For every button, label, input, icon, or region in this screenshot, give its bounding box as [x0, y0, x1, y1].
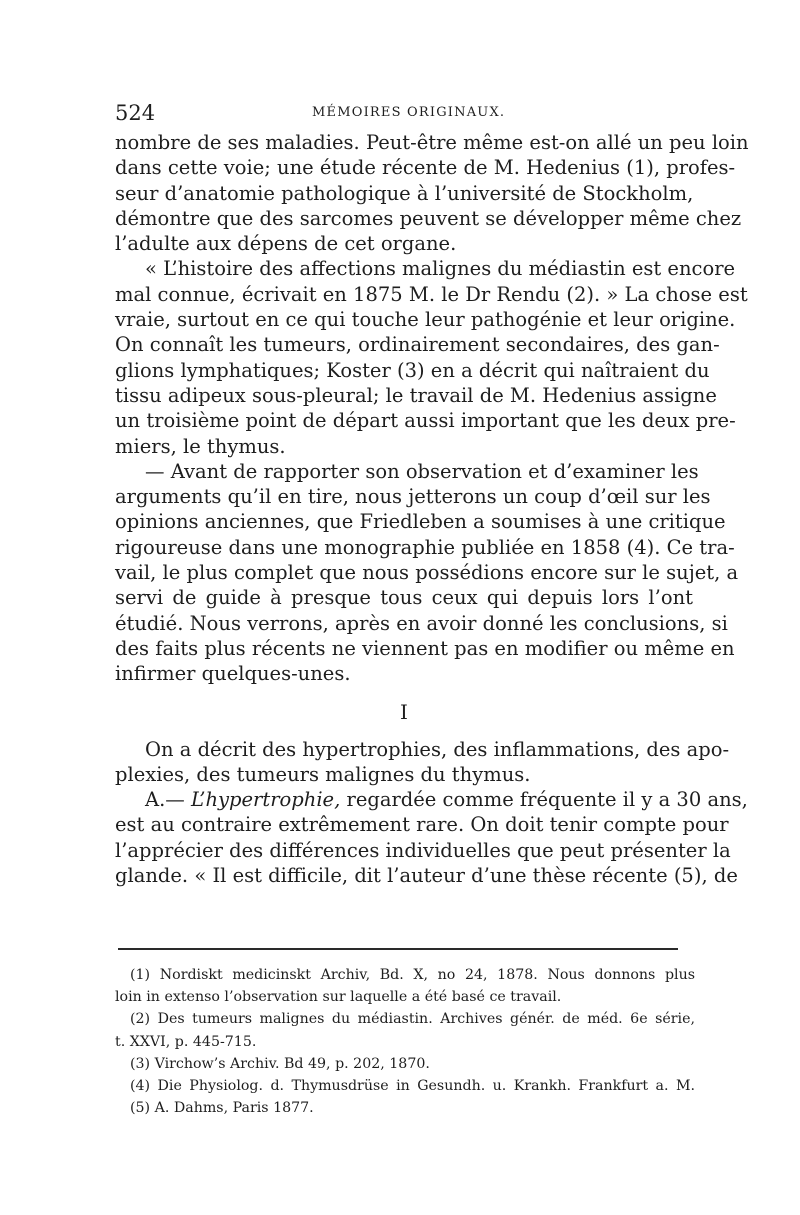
text-line: On connaît les tumeurs, ordinairement secondaires, des gan- [115, 333, 720, 357]
text-line: rigoureuse dans une monographie publiée en 1858 (4). Ce tra- [115, 535, 735, 559]
text-line: plexies, des tumeurs malignes du thymus. [115, 762, 531, 786]
text-line: des faits plus récents ne viennent pas en modifier ou même en [115, 636, 735, 660]
running-head [115, 100, 695, 126]
paragraph-a-prefix: A.— [145, 788, 191, 812]
text-line: glions lymphatiques; Koster (3) en a décrit qui naîtraient du [115, 358, 710, 382]
text-line: étudié. Nous verrons, après en avoir donné les conclusions, si [115, 611, 728, 635]
footnote-line: (4) Die Physiolog. d. Thymusdrüse in Gesundh. u. Krankh. Frankfurt a. M. [130, 1077, 695, 1094]
text-line: tissu adipeux sous-pleural; le travail de M. Hedenius assigne [115, 383, 717, 407]
paragraph-a-rest: regardée comme fréquente il y a 30 ans, [340, 788, 748, 812]
text-line: l’apprécier des différences individuelles que peut présenter la [115, 838, 731, 862]
text-line: seur d’anatomie pathologique à l’université de Stockholm, [115, 181, 694, 205]
page-number: 524 [115, 101, 156, 125]
footnote-line: (5) A. Dahms, Paris 1877. [130, 1100, 314, 1117]
text-line: « L’histoire des affections malignes du médiastin est encore [145, 257, 736, 281]
paragraph-a-first-line [115, 787, 748, 812]
body-text [115, 130, 749, 888]
text-line: miers, le thymus. [115, 434, 286, 458]
text-line: On a décrit des hypertrophies, des inflammations, des apo- [145, 737, 730, 761]
text-line: vraie, surtout en ce qui touche leur pathogénie et leur origine. [115, 308, 736, 332]
text-line: mal connue, écrivait en 1875 M. le Dr Rendu (2). » La chose est [115, 282, 748, 306]
footnote-divider [118, 948, 678, 950]
text-line: arguments qu’il en tire, nous jetterons un coup d’œil sur les [115, 485, 711, 509]
text-line: infirmer quelques-unes. [115, 662, 351, 686]
text-line: glande. « Il est difficile, dit l’auteur d’une thèse récente (5), de [115, 864, 738, 888]
text-line: servi de guide à presque tous ceux qui depuis lors l’ont [115, 586, 693, 610]
text-line: nombre de ses maladies. Peut-être même est-on allé un peu loin [115, 131, 749, 154]
text-line: est au contraire extrêmement rare. On doit tenir compte pour [115, 813, 729, 837]
running-title: MÉMOIRES ORIGINAUX. [312, 105, 506, 120]
footnotes [115, 964, 695, 1119]
paragraph-a-italic-term: L’hypertrophie, [190, 788, 341, 812]
footnote-line: (2) Des tumeurs malignes du médiastin. Archives génér. de méd. 6e série, [130, 1011, 695, 1028]
text-line: l’adulte aux dépens de cet organe. [115, 232, 457, 256]
text-line: — Avant de rapporter son observation et d’examiner les [145, 459, 699, 483]
footnote-line: (3) Virchow’s Archiv. Bd 49, p. 202, 1870. [130, 1055, 430, 1072]
text-line: vail, le plus complet que nous possédions encore sur le sujet, a [115, 561, 739, 585]
text-line: opinions anciennes, que Friedleben a soumises à une critique [115, 510, 726, 534]
footnote-line: (1) Nordiskt medicinskt Archiv, Bd. X, no 24, 1878. Nous donnons plus [130, 967, 695, 983]
footnote-line: loin in extenso l’observation sur laquelle a été basé ce travail. [115, 989, 562, 1006]
text-line: un troisième point de départ aussi important que les deux pre- [115, 409, 736, 433]
footnote-line: t. XXVI, p. 445-715. [115, 1033, 257, 1050]
text-line: démontre que des sarcomes peuvent se développer même chez [115, 206, 742, 230]
section-heading: I [400, 699, 408, 724]
text-line: dans cette voie; une étude récente de M. Hedenius (1), profes- [115, 156, 736, 180]
